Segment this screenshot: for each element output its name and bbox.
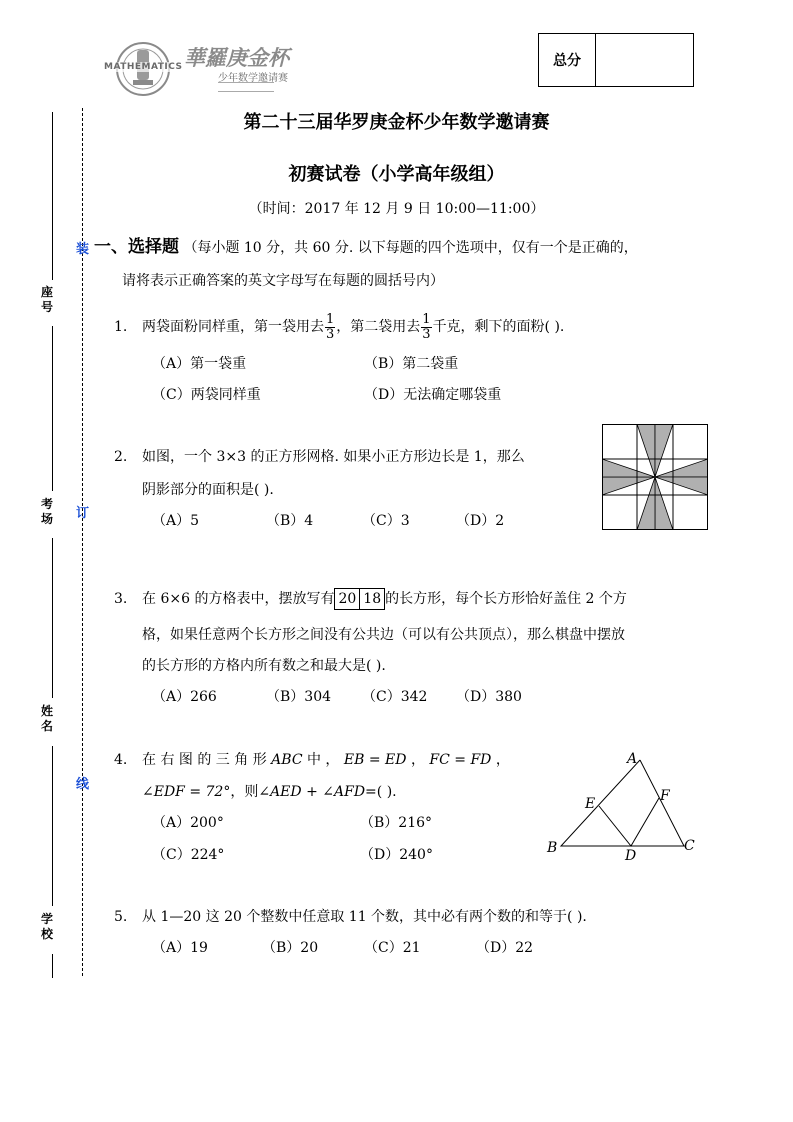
triangle-figure [544,748,700,868]
question-text: 两袋面粉同样重，第一袋用去 [142,319,324,335]
math-expression: ∠EDF = 72° [142,784,231,800]
number-cell: 20 [334,588,360,610]
section-instruction-2: 请将表示正确答案的英文字母写在每题的圆括号内） [122,273,444,289]
question-text: 中 ， [306,752,340,768]
side-field-seat [40,285,54,315]
question-text: 在 右 图 的 三 角 形 [142,752,267,768]
question-3-line-2: 格，如果任意两个长方形之间没有公共边（可以有公共顶点），那么棋盘中摆放 [142,627,625,643]
bind-mark-ding: 订 [76,506,90,521]
option-q2-a[interactable]: （A）5 [152,513,200,529]
competition-logo [104,40,289,100]
question-3-line-1 [114,588,627,610]
option-q1-c[interactable]: （C）两袋同样重 [152,387,261,403]
point-label-e: E [585,796,596,812]
logo-mathematics-text: MATHEMATICS [104,62,183,72]
side-line [52,326,53,491]
side-line [52,746,53,906]
side-field-name [40,704,54,734]
option-q5-a[interactable]: （A）19 [152,940,208,956]
fraction-denominator: 3 [422,326,431,342]
option-q1-a[interactable]: （A）第一袋重 [152,356,247,372]
side-field-room [40,497,54,527]
fraction-denominator: 3 [326,326,335,342]
option-q1-b[interactable]: （B）第二袋重 [364,356,459,372]
fraction [421,313,431,342]
triangle-abc-diagram [544,748,700,868]
fraction-numerator: 1 [326,311,335,327]
question-text: 在 6×6 的方格表中，摆放写有 [142,591,335,607]
question-text: ， [495,752,510,768]
score-box [538,33,694,87]
bind-mark-zhuang: 装 [76,242,90,257]
vertex-label-b: B [547,840,558,856]
exam-subtitle: 初赛试卷（小学高年级组） [288,164,505,185]
side-field-seat-label: 座 号 [40,285,53,314]
question-2-line-1 [114,446,525,466]
option-q4-a[interactable]: （A）200° [152,815,224,831]
question-text: ， [410,752,425,768]
number-rectangle [334,588,385,610]
option-q4-b[interactable]: （B）216° [360,815,433,831]
exam-title: 第二十三届华罗庚金杯少年数学邀请赛 [243,112,550,133]
question-text: 千克，剩下的面粉( ). [432,319,565,335]
question-number: 5. [114,909,128,925]
question-number: 3. [114,591,128,607]
question-5-stem [114,906,587,926]
option-q1-d[interactable]: （D）无法确定哪袋重 [364,387,502,403]
side-line [52,954,53,978]
side-field-school-label: 学 校 [40,912,53,941]
option-q5-c[interactable]: （C）21 [364,940,421,956]
score-value-field[interactable] [596,34,693,86]
question-4-line-1 [114,749,510,769]
question-text: ，则 [230,784,259,800]
logo-brand-text: 華羅庚金杯 [184,45,289,70]
vertex-label-a: A [627,751,638,767]
question-text: 如图，一个 3×3 的正方形网格. 如果小正方形边长是 1，那么 [142,449,525,465]
section-header [94,232,638,257]
logo-sub-text: 少年数学邀请赛 [218,73,288,84]
score-label: 总分 [539,34,596,86]
option-q3-d[interactable]: （D）380 [456,689,522,705]
option-q2-c[interactable]: （C）3 [362,513,410,529]
question-3-line-3: 的长方形的方格内所有数之和最大是( ). [142,658,386,674]
math-expression: FC = FD [429,752,492,768]
exam-time: （时间：2017 年 12 月 9 日 10:00—11:00） [248,201,545,217]
question-4-line-2 [142,781,397,801]
bind-mark-xian: 线 [76,777,90,792]
section-heading: 一、选择题 [94,237,179,257]
question-number: 4. [114,752,128,768]
side-line [52,538,53,698]
option-q2-b[interactable]: （B）4 [266,513,314,529]
option-q3-b[interactable]: （B）304 [266,689,332,705]
number-cell: 18 [360,588,385,610]
option-q4-d[interactable]: （D）240° [360,847,433,863]
question-number: 2. [114,449,128,465]
option-q3-c[interactable]: （C）342 [362,689,428,705]
side-line [52,112,53,280]
math-expression: ∠AED + ∠AFD [258,784,366,800]
question-number: 1. [114,319,128,335]
question-text: 从 1—20 这 20 个整数中任意取 11 个数，其中必有两个数的和等于( ). [142,909,587,925]
section-instruction-1: （每小题 10 分，共 60 分. 以下每题的四个选项中，仅有一个是正确的， [183,240,638,256]
logo-fine-print [218,82,274,92]
fraction [325,313,335,342]
point-label-f: F [660,788,670,804]
question-text: =( ). [365,784,397,800]
point-label-d: D [625,848,637,864]
side-field-school [40,912,54,942]
vertex-label-c: C [684,838,695,854]
math-expression: ABC [271,752,303,768]
option-q5-d[interactable]: （D）22 [476,940,534,956]
grid-star-figure [602,424,708,530]
side-field-room-label: 考 场 [40,497,53,526]
option-q2-d[interactable]: （D）2 [456,513,505,529]
question-2-line-2: 阴影部分的面积是( ). [142,482,274,498]
question-text: ，第二袋用去 [336,319,421,335]
option-q5-b[interactable]: （B）20 [262,940,319,956]
fraction-numerator: 1 [422,311,431,327]
question-1-stem [114,312,564,342]
side-field-name-label: 姓 名 [40,704,53,733]
option-q3-a[interactable]: （A）266 [152,689,217,705]
option-q4-c[interactable]: （C）224° [152,847,225,863]
question-text: 的长方形，每个长方形恰好盖住 2 个方 [385,591,627,607]
math-expression: EB = ED [343,752,407,768]
